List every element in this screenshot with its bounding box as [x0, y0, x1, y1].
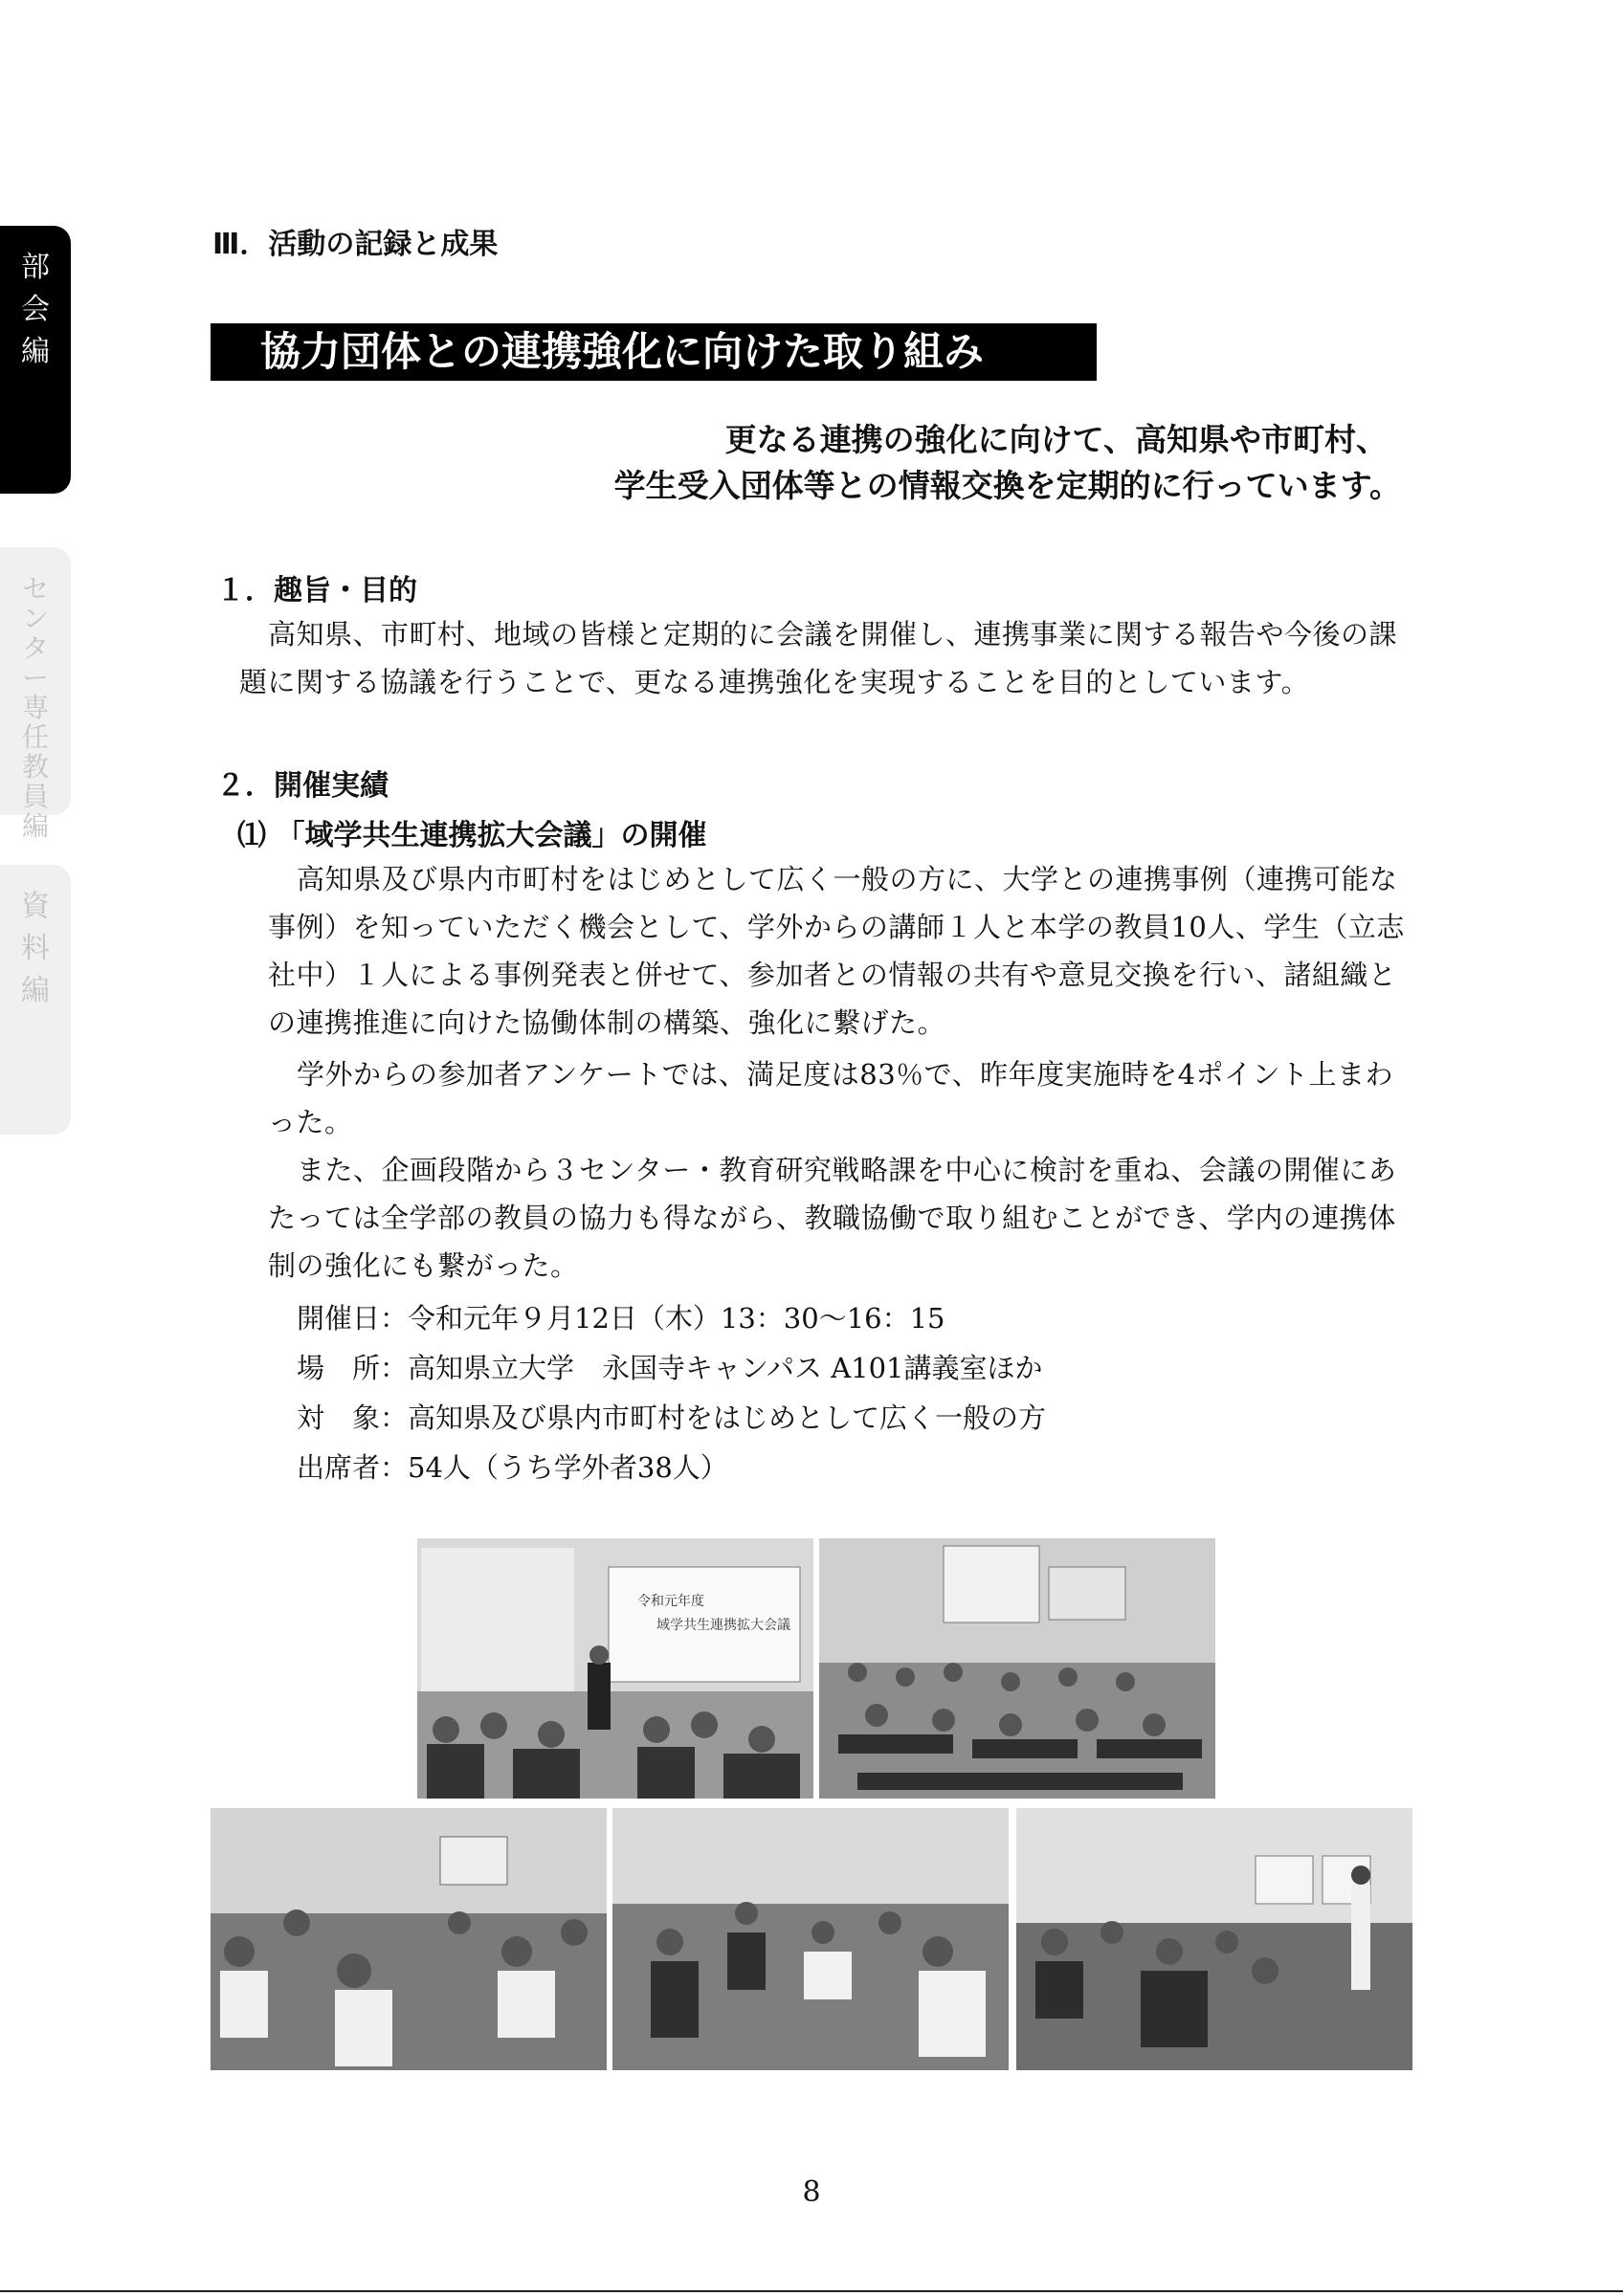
photo-speaker: [417, 1538, 813, 1799]
section-2-heading: ２．開催実績: [216, 769, 389, 803]
section-1-heading: １．趣旨・目的: [216, 574, 417, 607]
board-text-1: 令和元年度: [637, 1594, 704, 1609]
tab-char: セ: [21, 573, 49, 605]
tab-char: 編: [21, 974, 50, 1007]
tab-char: 会: [21, 293, 50, 326]
tab-char: ー: [21, 662, 49, 694]
tab-char: 編: [21, 810, 49, 842]
bottom-rule: [0, 2290, 1623, 2292]
detail-place: 場 所：高知県立大学 永国寺キャンパス A101講義室ほか: [297, 1352, 1043, 1384]
tab-char: タ: [21, 632, 49, 664]
detail-attendees: 出席者：54人（うち学外者38人）: [297, 1451, 728, 1484]
section-1-body: 高知県、市町村、地域の皆様と定期的に会議を開催し、連携事業に関する報告や今後の課題に関する協議を行うことで、更なる連携強化を実現することを目的としています。: [239, 618, 1398, 698]
side-tab-center-faculty[interactable]: [0, 547, 71, 842]
photo-group-discussion-3: [1016, 1808, 1412, 2070]
tab-char: 任: [21, 721, 49, 753]
detail-target: 対 象：高知県及び県内市町村をはじめとして広く一般の方: [297, 1402, 1047, 1434]
tab-char: 員: [21, 781, 49, 812]
photo-group-discussion-1: [211, 1808, 607, 2070]
tab-char: 教: [21, 751, 49, 783]
side-tab-bukai[interactable]: [0, 226, 71, 494]
tab-char: 料: [21, 932, 50, 965]
tab-char: 部: [21, 251, 50, 284]
page-number: 8: [802, 2175, 821, 2209]
detail-date: 開催日：令和元年９月12日（木）13：30～16：15: [297, 1302, 945, 1335]
paragraph-3: また、企画段階から３センター・教育研究戦略課を中心に検討を重ね、会議の開催にあたっては全学部の教員の協力も得ながら、教職協働で取り組むことができ、学内の連携体制の強化にも繋がった。: [268, 1154, 1397, 1282]
tab-char: ン: [21, 603, 49, 634]
subtitle-line-2: 学生受入団体等との情報交換を定期的に行っています。: [613, 467, 1401, 504]
board-text-2: 域学共生連携拡大会議: [656, 1618, 790, 1633]
photo-group-discussion-2: [612, 1808, 1009, 2070]
tab-char: 専: [21, 692, 49, 723]
section-2-subheading: ⑴ 「域学共生連携拡大会議」の開催: [237, 819, 707, 852]
paragraph-2: 学外からの参加者アンケートでは、満足度は83％で、昨年度実施時を4ポイント上まわった。: [268, 1058, 1394, 1138]
section-heading: Ⅲ．活動の記録と成果: [212, 228, 499, 261]
event-details: [297, 1293, 1046, 1492]
tab-char: 資: [21, 890, 50, 923]
subtitle-line-1: 更なる連携の強化に向けて、高知県や市町村、: [724, 421, 1388, 458]
side-tab-shiryo[interactable]: [0, 865, 71, 1135]
page-title: 協力団体との連携強化に向けた取り組み: [211, 323, 1097, 381]
paragraph-1: 高知県及び県内市町村をはじめとして広く一般の方に、大学との連携事例（連携可能な事例）を知っていただく機会として、学外からの講師１人と本学の教員10人、学生（立志社中）１人による事例発表と併せて、参加者との情報の共有や意見交換を行い、諸組織との連携推進に向けた協働体制の構築、強化に繋げた。: [268, 863, 1405, 1039]
photo-audience-hall: [819, 1538, 1215, 1799]
tab-char: 編: [21, 335, 50, 368]
